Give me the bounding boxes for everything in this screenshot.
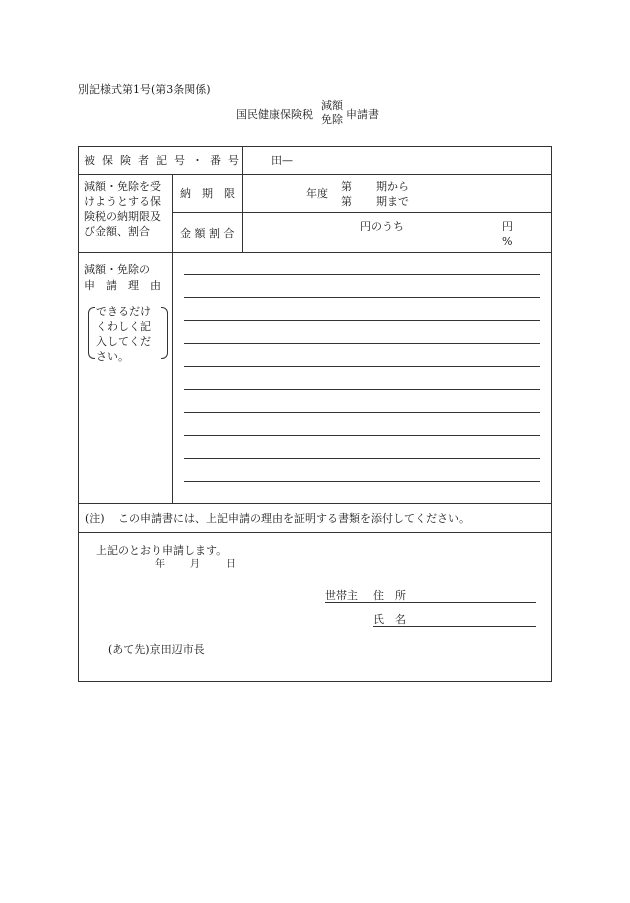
column-divider bbox=[172, 174, 173, 503]
reason-note-line4: さい。 bbox=[96, 350, 129, 363]
row-divider bbox=[78, 503, 552, 504]
reason-label-line2: 申 請 理 由 bbox=[84, 279, 161, 292]
row-divider bbox=[78, 174, 552, 175]
reason-label-line1: 減額・免除の bbox=[84, 263, 150, 276]
date-month[interactable]: 月 bbox=[190, 559, 200, 570]
date-year[interactable]: 年 bbox=[155, 559, 165, 570]
period-to-dai: 第 bbox=[341, 195, 352, 208]
reason-note-line2: くわしく記 bbox=[96, 320, 151, 333]
target-label-line4: び金額、割合 bbox=[84, 225, 150, 238]
name-label: 氏 名 bbox=[373, 613, 406, 626]
form-number: 別記様式第1号(第3条関係) bbox=[78, 83, 211, 96]
target-label-line3: 険税の納期限及 bbox=[84, 210, 161, 223]
reason-write-line[interactable] bbox=[184, 366, 540, 367]
period-from-dai: 第 bbox=[341, 180, 352, 193]
reason-write-line[interactable] bbox=[184, 435, 540, 436]
payment-deadline-label: 納 期 限 bbox=[180, 187, 235, 200]
insured-number-label: 被保険者記号・番号 bbox=[84, 154, 246, 167]
form-title-prefix: 国民健康保険税 bbox=[236, 108, 313, 121]
period-from-text[interactable]: 期から bbox=[376, 180, 409, 193]
form-title-suffix: 申請書 bbox=[346, 108, 379, 121]
target-label-line2: けようとする保 bbox=[84, 195, 161, 208]
reason-note-line1: できるだけ bbox=[96, 305, 151, 318]
fiscal-year-suffix[interactable]: 年度 bbox=[306, 187, 328, 200]
reason-write-line[interactable] bbox=[184, 343, 540, 344]
reason-write-line[interactable] bbox=[184, 274, 540, 275]
yen-unit[interactable]: 円 bbox=[502, 220, 513, 233]
address-label: 住 所 bbox=[373, 589, 406, 602]
address-field[interactable] bbox=[325, 602, 536, 603]
reason-write-line[interactable] bbox=[184, 389, 540, 390]
note-prefix: (注) bbox=[85, 512, 105, 525]
amount-ratio-label: 金 額 割 合 bbox=[180, 227, 235, 240]
percent-unit[interactable]: % bbox=[502, 235, 513, 248]
period-to-text[interactable]: 期まで bbox=[376, 195, 409, 208]
addressee: (あて先)京田辺市長 bbox=[108, 643, 205, 656]
row-divider bbox=[172, 212, 552, 213]
date-day[interactable]: 日 bbox=[226, 559, 236, 570]
right-bracket bbox=[161, 307, 168, 359]
row-divider bbox=[78, 532, 552, 533]
name-field[interactable] bbox=[373, 626, 536, 627]
note-text: この申請書には、上記申請の理由を証明する書類を添付してください。 bbox=[118, 512, 470, 525]
householder-label: 世帯主 bbox=[325, 589, 358, 602]
reason-write-line[interactable] bbox=[184, 458, 540, 459]
form-title-exemption: 免除 bbox=[321, 113, 343, 126]
reason-write-line[interactable] bbox=[184, 412, 540, 413]
application-statement: 上記のとおり申請します。 bbox=[96, 544, 228, 557]
yen-of-text[interactable]: 円のうち bbox=[360, 220, 404, 233]
row-divider bbox=[78, 252, 552, 253]
reason-write-line[interactable] bbox=[184, 320, 540, 321]
insured-number-value[interactable]: 田— bbox=[271, 154, 293, 167]
reason-note-line3: 入してくだ bbox=[96, 335, 151, 348]
form-title-reduction: 減額 bbox=[321, 99, 343, 112]
reason-write-line[interactable] bbox=[184, 297, 540, 298]
target-label-line1: 減額・免除を受 bbox=[84, 180, 161, 193]
reason-write-line[interactable] bbox=[184, 481, 540, 482]
left-bracket bbox=[88, 307, 95, 359]
